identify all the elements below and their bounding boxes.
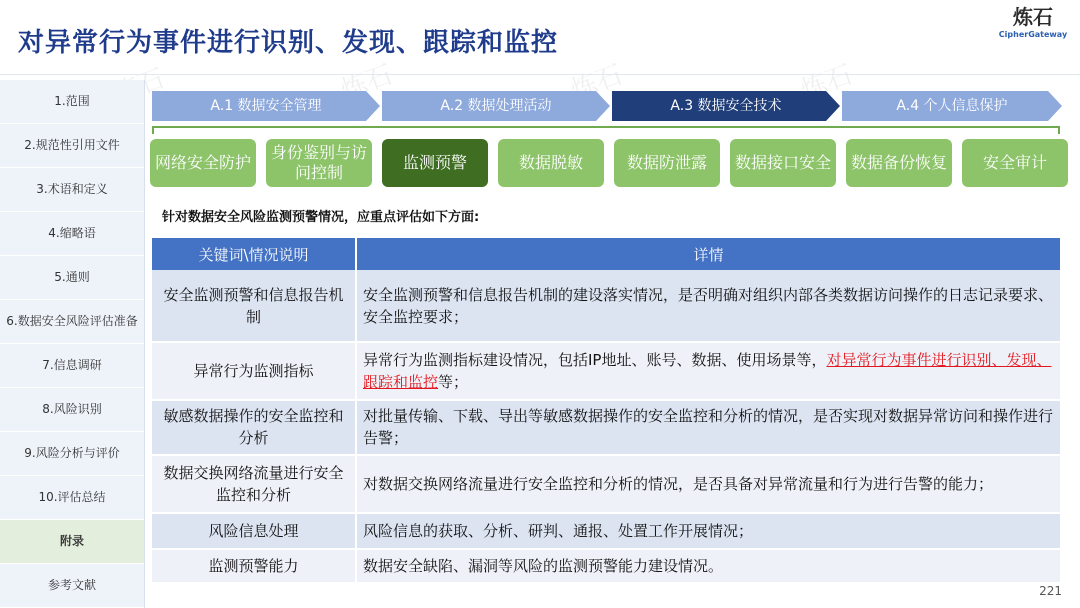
chip-identity-access-control[interactable]: 身份鉴别与访问控制 bbox=[266, 139, 372, 187]
sidebar-nav bbox=[0, 80, 145, 608]
title-divider bbox=[0, 74, 1080, 75]
tab-a2-data-processing[interactable] bbox=[382, 91, 610, 121]
table-row bbox=[152, 270, 1060, 342]
chip-data-leak-prevention[interactable]: 数据防泄露 bbox=[614, 139, 720, 187]
assessment-table bbox=[152, 238, 1060, 584]
sidebar-item-general[interactable]: 5.通则 bbox=[0, 256, 144, 300]
row-detail: 风险信息的获取、分析、研判、通报、处置工作开展情况； bbox=[356, 513, 1060, 549]
row-detail: 安全监测预警和信息报告机制的建设落实情况，是否明确对组织内部各类数据访问操作的日志记录要求、安全监控要求； bbox=[356, 270, 1060, 342]
row-keyword: 数据交换网络流量进行安全监控和分析 bbox=[152, 455, 356, 513]
sidebar-item-abbreviations[interactable]: 4.缩略语 bbox=[0, 212, 144, 256]
logo bbox=[998, 6, 1068, 39]
tab-bracket bbox=[152, 126, 1060, 134]
sidebar-item-risk-analysis[interactable]: 9.风险分析与评价 bbox=[0, 432, 144, 476]
row-keyword: 监测预警能力 bbox=[152, 549, 356, 583]
intro-text: 针对数据安全风险监测预警情况，应重点评估如下方面: bbox=[162, 210, 480, 225]
watermark: 炼石 bbox=[797, 59, 857, 106]
sidebar-item-assessment-prep[interactable]: 6.数据安全风险评估准备 bbox=[0, 300, 144, 344]
row-detail-text-end: 等； bbox=[438, 373, 469, 392]
subcategory-chips bbox=[150, 139, 1062, 187]
chip-data-interface-security[interactable]: 数据接口安全 bbox=[730, 139, 836, 187]
table-header-keyword: 关键词\情况说明 bbox=[152, 238, 356, 270]
row-detail-text: 异常行为监测指标建设情况，包括IP地址、账号、数据、使用场景等， bbox=[363, 351, 827, 370]
watermark: 炼石 bbox=[567, 59, 627, 106]
row-keyword: 安全监测预警和信息报告机制 bbox=[152, 270, 356, 342]
sidebar-item-scope[interactable]: 1.范围 bbox=[0, 80, 144, 124]
row-keyword: 风险信息处理 bbox=[152, 513, 356, 549]
chip-data-backup-recovery[interactable]: 数据备份恢复 bbox=[846, 139, 952, 187]
tab-label: A.1 数据安全管理 bbox=[210, 98, 322, 114]
row-detail: 数据安全缺陷、漏洞等风险的监测预警能力建设情况。 bbox=[356, 549, 1060, 583]
row-detail: 对数据交换网络流量进行安全监控和分析的情况，是否具备对异常流量和行为进行告警的能力； bbox=[356, 455, 1060, 513]
sidebar-item-normative-references[interactable]: 2.规范性引用文件 bbox=[0, 124, 144, 168]
row-keyword: 异常行为监测指标 bbox=[152, 342, 356, 400]
table-row bbox=[152, 549, 1060, 583]
tab-label: A.4 个人信息保护 bbox=[896, 98, 1008, 114]
sidebar-item-terms[interactable]: 3.术语和定义 bbox=[0, 168, 144, 212]
tab-label: A.3 数据安全技术 bbox=[670, 98, 782, 114]
appendix-tabs bbox=[152, 91, 1062, 121]
chip-monitoring-warning[interactable]: 监测预警 bbox=[382, 139, 488, 187]
sidebar-item-summary[interactable]: 10.评估总结 bbox=[0, 476, 144, 520]
logo-subtext: CipherGateway bbox=[998, 30, 1068, 39]
table-header-detail: 详情 bbox=[356, 238, 1060, 270]
page-number: 221 bbox=[1039, 584, 1062, 598]
chip-data-masking[interactable]: 数据脱敏 bbox=[498, 139, 604, 187]
watermark: 炼石 bbox=[337, 59, 397, 106]
sidebar-item-references[interactable]: 参考文献 bbox=[0, 564, 144, 608]
table-row bbox=[152, 513, 1060, 549]
tab-a4-personal-info-protection[interactable] bbox=[842, 91, 1062, 121]
row-detail bbox=[356, 342, 1060, 400]
chip-security-audit[interactable]: 安全审计 bbox=[962, 139, 1068, 187]
sidebar-item-info-research[interactable]: 7.信息调研 bbox=[0, 344, 144, 388]
page-title: 对异常行为事件进行识别、发现、跟踪和监控 bbox=[18, 28, 559, 58]
tab-a3-data-security-tech[interactable] bbox=[612, 91, 840, 121]
logo-mark: 炼石 bbox=[1013, 5, 1053, 29]
row-detail: 对批量传输、下载、导出等敏感数据操作的安全监控和分析的情况，是否实现对数据异常访问和操作进行告警； bbox=[356, 400, 1060, 454]
row-keyword: 敏感数据操作的安全监控和分析 bbox=[152, 400, 356, 454]
table-row bbox=[152, 342, 1060, 400]
sidebar-item-appendix[interactable]: 附录 bbox=[0, 520, 144, 564]
chip-network-security[interactable]: 网络安全防护 bbox=[150, 139, 256, 187]
tab-label: A.2 数据处理活动 bbox=[440, 98, 552, 114]
sidebar-item-risk-identification[interactable]: 8.风险识别 bbox=[0, 388, 144, 432]
tab-a1-data-security-management[interactable] bbox=[152, 91, 380, 121]
table-row bbox=[152, 455, 1060, 513]
row-detail-highlight: 对异常行为事件进行识别、发现、跟踪和监控 bbox=[363, 351, 1052, 392]
table-header-row bbox=[152, 238, 1060, 270]
table-row bbox=[152, 400, 1060, 454]
